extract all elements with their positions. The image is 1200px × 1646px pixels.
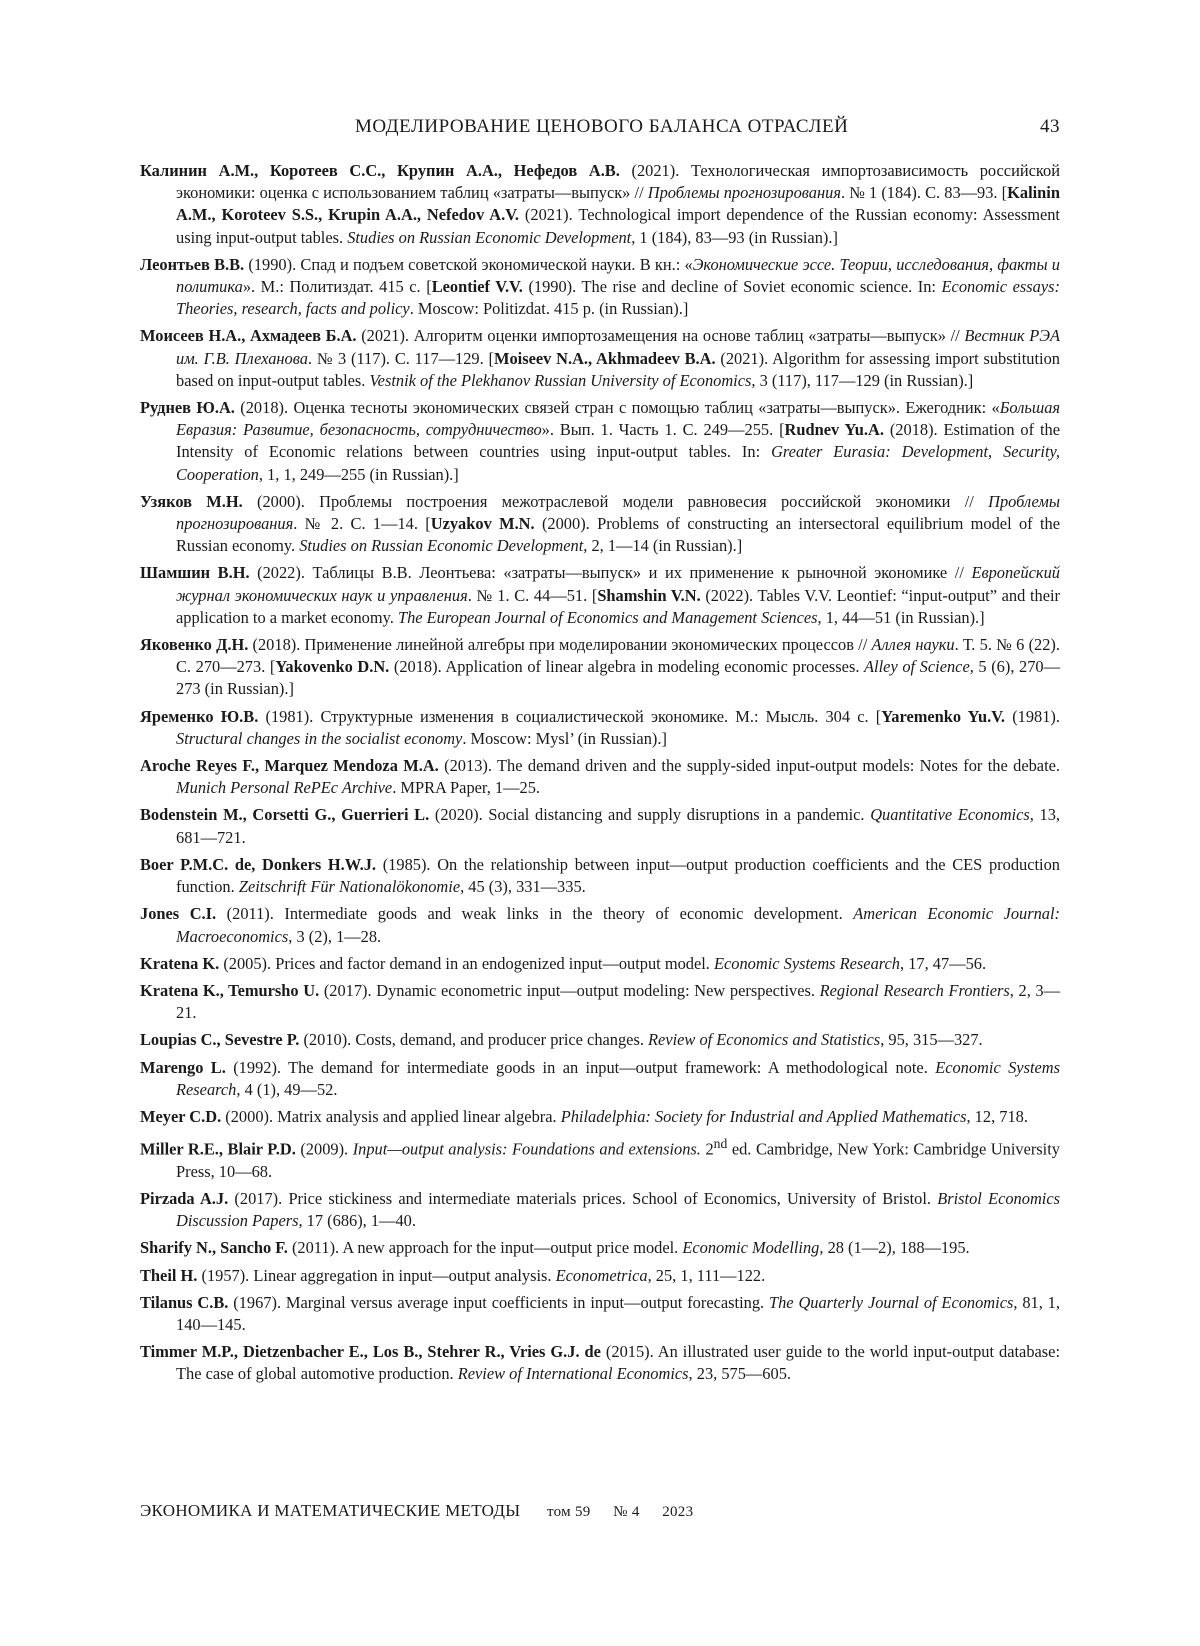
reference-authors: Kratena K.	[140, 953, 220, 973]
reference-text: ». М.: Политиздат. 415 с. [	[242, 277, 432, 297]
reference-source: Structural changes in the socialist economy	[176, 728, 463, 748]
reference-authors: Sharify N., Sancho F.	[140, 1238, 288, 1258]
reference-entry	[140, 1057, 1060, 1101]
reference-text: (1990). The rise and decline of Soviet economic science. In:	[522, 277, 942, 297]
reference-authors: Леонтьев В.В.	[140, 254, 245, 274]
reference-authors: Узяков М.Н.	[140, 491, 243, 511]
reference-text: (1990). Спад и подъем советской экономической науки. В кн.: «	[244, 254, 693, 274]
reference-text: , 1, 1, 249—255 (in Russian).]	[258, 464, 459, 484]
reference-text: , 25, 1, 111—122.	[647, 1265, 766, 1285]
reference-text: . Moscow: Politizdat. 415 p. (in Russian).]	[409, 299, 689, 319]
reference-source: Philadelphia: Society for Industrial and Applied Mathematics	[560, 1106, 967, 1126]
reference-authors: Timmer M.P., Dietzenbacher E., Los B., Stehrer R., Vries G.J. de	[140, 1342, 601, 1362]
reference-source: Input—output analysis: Foundations and extensions.	[352, 1139, 701, 1159]
reference-text: (1985). On the relationship between input—output production coefficients and the CES production function.	[176, 854, 1060, 897]
reference-text: (1981).	[1005, 706, 1060, 726]
journal-volume: том 59	[546, 1504, 591, 1520]
reference-text: (1981). Структурные изменения в социалистической экономике. М.: Мысль. 304 с. [	[258, 706, 882, 726]
reference-source: Munich Personal RePEc Archive	[176, 778, 393, 798]
reference-text: , 45 (3), 331—335.	[460, 877, 586, 897]
reference-source: Экономические эссе. Теории, исследования, факты и политика	[176, 254, 1060, 297]
reference-entry	[140, 562, 1060, 629]
reference-superscript: nd	[713, 1136, 728, 1152]
reference-text: ed. Cambridge, New York: Cambridge University Press, 10—68.	[176, 1139, 1060, 1181]
journal-name: ЭКОНОМИКА И МАТЕМАТИЧЕСКИЕ МЕТОДЫ	[140, 1501, 521, 1520]
page-footer	[140, 1501, 1060, 1521]
reference-entry	[140, 980, 1060, 1024]
reference-text: . Т. 5. № 6 (22). С. 270—273. [	[176, 635, 1060, 677]
reference-entry	[140, 1106, 1060, 1128]
reference-entry	[140, 1029, 1060, 1051]
reference-text: , 4 (1), 49—52.	[236, 1079, 338, 1099]
reference-text: . Moscow: Mysl’ (in Russian).]	[462, 728, 667, 748]
reference-source: American Economic Journal: Macroeconomics	[176, 904, 1061, 946]
reference-text: (2017). Price stickiness and intermediate materials prices. School of Economics, University of Bristol.	[228, 1189, 938, 1208]
reference-source: Regional Research Frontiers	[819, 980, 1010, 1000]
reference-source: Bristol Economics Discussion Papers	[176, 1189, 1060, 1231]
reference-authors: Theil H.	[140, 1265, 198, 1285]
reference-text: . № 2. С. 1—14. [	[293, 514, 431, 534]
reference-authors: Leontief V.V.	[431, 277, 523, 297]
reference-entry	[140, 634, 1060, 701]
reference-authors: Moiseev N.A., Akhmadeev B.A.	[493, 348, 716, 368]
reference-text: (2021). Algorithm for assessing import substitution based on input-output tables.	[176, 348, 1060, 390]
reference-text: (2018). Оценка тесноты экономических связей стран с помощью таблиц «затраты—выпуск». Ежегодник: «	[234, 398, 1000, 418]
reference-text: . № 3 (117). С. 117—129. [	[307, 348, 494, 368]
reference-authors: Shamshin V.N.	[597, 585, 701, 605]
reference-authors: Bodenstein M., Corsetti G., Guerrieri L.	[140, 805, 430, 825]
reference-list	[140, 160, 1060, 1391]
reference-authors: Jones C.I.	[140, 904, 217, 924]
reference-authors: Kalinin A.M., Koroteev S.S., Krupin A.A., Nefedov A.V.	[176, 183, 1060, 225]
reference-source: Review of International Economics	[457, 1364, 689, 1384]
reference-authors: Miller R.E., Blair P.D.	[140, 1139, 296, 1159]
reference-source: Greater Eurasia: Development, Security, Cooperation	[176, 442, 1060, 484]
reference-text: (2017). Dynamic econometric input—output modeling: New perspectives.	[319, 980, 820, 1000]
reference-source: Economic Systems Research	[714, 953, 901, 973]
reference-authors: Руднев Ю.А.	[140, 398, 235, 418]
reference-authors: Uzyakov M.N.	[430, 514, 535, 534]
reference-authors: Яковенко Д.Н.	[140, 635, 249, 655]
reference-entry	[140, 903, 1060, 947]
reference-text: , 13, 681—721.	[176, 805, 1060, 847]
reference-authors: Kratena K., Temursho U.	[140, 980, 320, 1000]
reference-source: Проблемы прогнозирования	[647, 183, 841, 203]
running-title: МОДЕЛИРОВАНИЕ ЦЕНОВОГО БАЛАНСА ОТРАСЛЕЙ	[355, 116, 849, 137]
reference-source: Европейский журнал экономических наук и управления	[176, 563, 1060, 605]
reference-text: , 3 (2), 1—28.	[288, 926, 382, 946]
reference-text: (1957). Linear aggregation in input—output analysis.	[197, 1265, 556, 1285]
reference-entry	[140, 706, 1060, 750]
reference-text: , 17, 47—56.	[900, 953, 987, 973]
reference-entry	[140, 397, 1060, 486]
reference-authors: Rudnev Yu.A.	[784, 420, 884, 440]
reference-source: The European Journal of Economics and Management Sciences	[397, 607, 818, 627]
reference-source: Vestnik of the Plekhanov Russian University of Economics	[369, 370, 752, 390]
reference-authors: Tilanus C.B.	[140, 1292, 229, 1312]
reference-source: Большая Евразия: Развитие, безопасность, сотрудничество	[176, 398, 1061, 440]
reference-entry	[140, 1341, 1060, 1385]
reference-text: , 12, 718.	[966, 1106, 1028, 1126]
reference-source: Quantitative Economics	[870, 805, 1030, 825]
reference-text: , 95, 315—327.	[880, 1030, 983, 1050]
reference-text: . № 1 (184). С. 83—93. [	[840, 183, 1008, 203]
journal-year: 2023	[662, 1504, 694, 1520]
reference-text: . № 1. С. 44—51. [	[467, 585, 598, 605]
reference-text: ». Вып. 1. Часть 1. С. 249—255. [	[541, 420, 785, 440]
reference-authors: Aroche Reyes F., Marquez Mendoza M.A.	[140, 756, 439, 776]
reference-text: , 3 (117), 117—129 (in Russian).]	[751, 370, 974, 390]
reference-text: (2009).	[295, 1139, 353, 1159]
reference-text: (2013). The demand driven and the supply-sided input-output models: Notes for the debate.	[438, 756, 1060, 776]
reference-source: Проблемы прогнозирования	[176, 491, 1060, 534]
reference-source: Review of Economics and Statistics	[648, 1030, 881, 1050]
reference-text: (2020). Social distancing and supply disruptions in a pandemic.	[429, 805, 871, 825]
reference-text: (2000). Проблемы построения межотраслевой модели равновесия российской экономики //	[242, 491, 989, 511]
reference-authors: Калинин А.М., Коротеев С.С., Крупин А.А., Нефедов А.В.	[140, 161, 620, 180]
reference-text: , 81, 1, 140—145.	[176, 1292, 1060, 1335]
reference-source: Вестник РЭА им. Г.В. Плеханова	[176, 326, 1060, 368]
reference-text: (2022). Таблицы В.В. Леонтьева: «затраты—выпуск» и их применение к рыночной экономике //	[249, 563, 972, 583]
reference-authors: Meyer C.D.	[140, 1106, 222, 1126]
reference-text: (2011). A new approach for the input—output price model.	[287, 1238, 683, 1258]
reference-authors: Yaremenko Yu.V.	[881, 706, 1006, 726]
reference-authors: Yakovenko D.N.	[275, 657, 390, 677]
reference-source: Аллея науки	[871, 635, 955, 655]
reference-authors: Моисеев Н.А., Ахмадеев Б.А.	[140, 326, 357, 346]
reference-entry	[140, 160, 1060, 249]
page-header	[140, 116, 1060, 142]
reference-authors: Loupias C., Sevestre P.	[140, 1030, 300, 1050]
reference-authors: Marengo L.	[140, 1057, 226, 1077]
reference-entry	[140, 1265, 1060, 1287]
reference-text: . MPRA Paper, 1—25.	[392, 778, 540, 798]
reference-authors: Pirzada A.J.	[140, 1189, 229, 1208]
reference-entry	[140, 804, 1060, 848]
reference-source: Economic Systems Research	[176, 1057, 1060, 1099]
reference-source: Economic Modelling	[682, 1238, 820, 1258]
reference-text: (2011). Intermediate goods and weak links in the theory of economic development.	[216, 904, 854, 924]
reference-text: , 28 (1—2), 188—195.	[819, 1238, 970, 1258]
reference-text: , 17 (686), 1—40.	[298, 1211, 416, 1231]
reference-entry	[140, 325, 1060, 392]
page-number: 43	[1040, 116, 1060, 137]
reference-entry	[140, 755, 1060, 799]
reference-text: (1992). The demand for intermediate goods in an input—output framework: A methodological note.	[225, 1057, 936, 1077]
reference-text: (2021). Технологическая импортозависимость российской экономики: оценка с использованием таблиц «затраты—выпуск» //	[176, 161, 1060, 203]
reference-text: (2022). Tables V.V. Leontief: “input-output” and their application to a market economy.	[176, 585, 1060, 627]
reference-entry	[140, 1237, 1060, 1259]
reference-text: (2018). Estimation of the Intensity of Economic relations between countries using input-output tables. In:	[176, 420, 1060, 462]
reference-text: (2018). Application of linear algebra in modeling economic processes.	[389, 657, 865, 677]
reference-text: 2	[700, 1139, 714, 1159]
reference-source: Econometrica	[555, 1265, 648, 1285]
reference-entry	[140, 953, 1060, 975]
reference-text: (2018). Применение линейной алгебры при моделировании экономических процессов //	[248, 635, 872, 655]
reference-entry	[140, 491, 1060, 558]
reference-entry	[140, 1188, 1060, 1232]
reference-text: , 23, 575—605.	[688, 1364, 791, 1384]
reference-entry	[140, 254, 1060, 321]
reference-text: , 5 (6), 270—273 (in Russian).]	[176, 657, 1061, 699]
reference-text: (2000). Matrix analysis and applied linear algebra.	[221, 1106, 561, 1126]
reference-entry	[140, 1292, 1060, 1336]
reference-text: , 2, 3—21.	[176, 980, 1061, 1023]
reference-text: (2015). An illustrated user guide to the world input-output database: The case of global automotive production.	[176, 1342, 1060, 1384]
reference-source: Studies on Russian Economic Development	[347, 227, 632, 247]
reference-source: The Quarterly Journal of Economics	[768, 1292, 1014, 1312]
reference-source: Alley of Science	[864, 657, 970, 677]
reference-entry	[140, 1133, 1060, 1183]
reference-text: (1967). Marginal versus average input coefficients in input—output forecasting.	[228, 1292, 769, 1312]
reference-text: (2021). Technological import dependence of the Russian economy: Assessment using input-output tables.	[176, 205, 1060, 247]
reference-text: 2, 1—14 (in Russian).]	[587, 536, 743, 556]
reference-authors: Шамшин В.Н.	[140, 563, 250, 583]
reference-text: , 1, 44—51 (in Russian).]	[817, 607, 985, 627]
reference-source: Studies on Russian Economic Development,	[299, 536, 588, 556]
reference-text: (2005). Prices and factor demand in an endogenized input—output model.	[219, 953, 714, 973]
reference-text: (2021). Алгоритм оценки импортозамещения на основе таблиц «затраты—выпуск» //	[356, 326, 965, 346]
journal-issue: № 4	[613, 1504, 640, 1520]
reference-text: (2010). Costs, demand, and producer price changes.	[299, 1030, 649, 1050]
reference-authors: Boer P.M.C. de, Donkers H.W.J.	[140, 854, 377, 874]
reference-authors: Яременко Ю.В.	[140, 706, 259, 726]
reference-source: Zeitschrift Für Nationalökonomie	[238, 877, 461, 897]
reference-text: , 1 (184), 83—93 (in Russian).]	[631, 227, 838, 247]
reference-text: (2000). Problems of constructing an intersectoral equilibrium model of the Russian economy.	[176, 514, 1060, 556]
reference-source: Economic essays: Theories, research, facts and policy	[176, 277, 1060, 319]
reference-entry	[140, 854, 1060, 898]
